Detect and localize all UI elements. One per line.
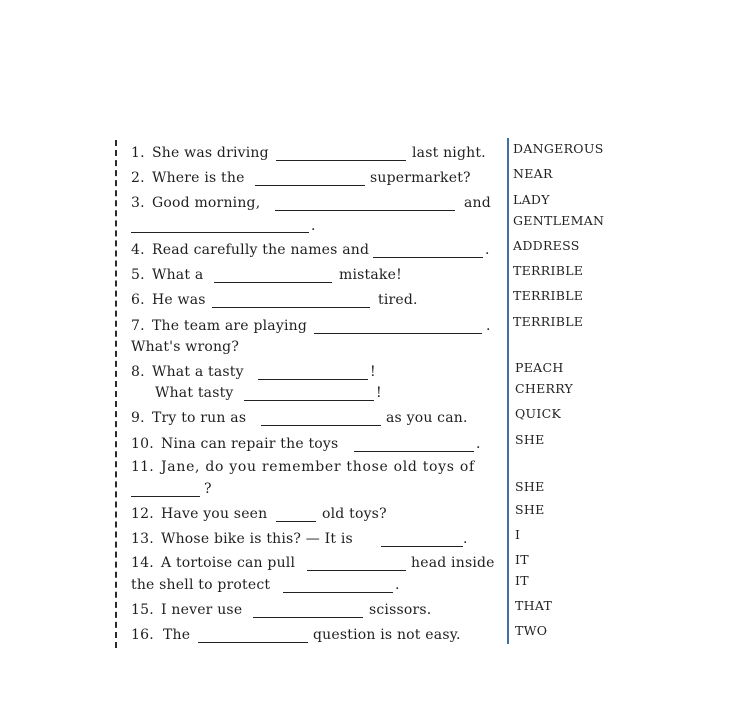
word-bank-item: SHE	[515, 432, 545, 447]
sentence-text: Whose bike is this? — It is	[161, 531, 353, 547]
word-bank-item: QUICK	[515, 406, 562, 421]
word-bank-item: GENTLEMAN	[513, 213, 605, 228]
sentence-text: A tortoise can pull	[161, 555, 296, 571]
sentence-text: !	[376, 385, 382, 401]
sentence-text: ?	[204, 481, 212, 497]
item-number: 7.	[131, 318, 145, 334]
answer-blank[interactable]	[276, 160, 406, 161]
answer-blank[interactable]	[214, 282, 332, 283]
sentence-text: Good morning,	[152, 195, 261, 211]
word-bank-item: LADY	[513, 192, 550, 207]
sentence-text: Where is the	[152, 170, 245, 186]
sentence-text: question is not easy.	[313, 627, 461, 643]
word-bank-item: NEAR	[513, 166, 553, 181]
item-number: 11.	[131, 459, 154, 475]
sentence-text: as you can.	[386, 410, 468, 426]
answer-blank[interactable]	[253, 617, 363, 618]
word-bank-item: TERRIBLE	[513, 314, 584, 329]
column-divider	[507, 138, 509, 644]
sentence-text: tired.	[378, 292, 418, 308]
item-number: 8.	[131, 364, 145, 380]
answer-blank[interactable]	[314, 333, 482, 334]
sentence-text: The team are playing	[152, 318, 307, 334]
sentence-text: .	[485, 242, 490, 258]
sentence-text: scissors.	[369, 602, 432, 618]
item-number: 3.	[131, 195, 145, 211]
item-number: 2.	[131, 170, 145, 186]
sentence-text: He was	[152, 292, 206, 308]
sentence-text: Try to run as	[152, 410, 247, 426]
sentence-text: !	[370, 364, 376, 380]
item-number: 4.	[131, 242, 145, 258]
item-number: 1.	[131, 145, 145, 161]
sentence-text: .	[311, 218, 316, 234]
sentence-text: last night.	[412, 145, 486, 161]
item-number: 10.	[131, 436, 154, 452]
item-number: 12.	[131, 506, 154, 522]
sentence-text: mistake!	[339, 267, 402, 283]
answer-blank[interactable]	[307, 570, 406, 571]
answer-blank[interactable]	[244, 400, 374, 401]
answer-blank[interactable]	[276, 521, 316, 522]
word-bank-item: DANGEROUS	[513, 141, 604, 156]
word-bank-item: CHERRY	[515, 381, 574, 396]
item-number: 9.	[131, 410, 145, 426]
sentence-text: the shell to protect	[131, 577, 271, 593]
sentence-text: and	[464, 195, 491, 211]
sentence-text: .	[395, 577, 400, 593]
sentence-text: supermarket?	[370, 170, 471, 186]
word-bank-item: TWO	[515, 623, 548, 638]
word-bank-item: IT	[515, 573, 529, 588]
sentence-text: .	[486, 318, 491, 334]
answer-blank[interactable]	[212, 307, 370, 308]
sentence-text: What tasty	[155, 385, 234, 401]
answer-blank[interactable]	[198, 642, 308, 643]
sentence-text: I never use	[161, 602, 243, 618]
word-bank-item: SHE	[515, 479, 545, 494]
item-number: 13.	[131, 531, 154, 547]
sentence-text: Have you seen	[161, 506, 268, 522]
answer-blank[interactable]	[258, 379, 368, 380]
sentence-text: What's wrong?	[131, 339, 240, 355]
word-bank-item: PEACH	[515, 360, 564, 375]
answer-blank[interactable]	[261, 425, 381, 426]
item-number: 15.	[131, 602, 154, 618]
sentence-text: head inside	[411, 555, 495, 571]
word-bank-item: IT	[515, 552, 529, 567]
sentence-text: .	[463, 531, 468, 547]
sentence-text: The	[163, 627, 191, 643]
word-bank-item: THAT	[515, 598, 553, 613]
word-bank-item: TERRIBLE	[513, 263, 584, 278]
sentence-text: She was driving	[152, 145, 269, 161]
word-bank-item: I	[515, 527, 521, 542]
item-number: 5.	[131, 267, 145, 283]
word-bank-item: SHE	[515, 502, 545, 517]
answer-blank[interactable]	[381, 546, 463, 547]
answer-blank[interactable]	[283, 592, 393, 593]
sentence-text: What a	[152, 267, 204, 283]
sentence-text: old toys?	[322, 506, 387, 522]
word-bank-item: ADDRESS	[513, 238, 580, 253]
sentence-text: Read carefully the names and	[152, 242, 370, 258]
sentence-text: .	[476, 436, 481, 452]
item-number: 16.	[131, 627, 154, 643]
answer-blank[interactable]	[275, 210, 455, 211]
word-bank-item: TERRIBLE	[513, 288, 584, 303]
answer-blank[interactable]	[131, 232, 309, 233]
sentence-text: What a tasty	[152, 364, 244, 380]
item-number: 6.	[131, 292, 145, 308]
answer-blank[interactable]	[255, 185, 365, 186]
answer-blank[interactable]	[354, 451, 474, 452]
answer-blank[interactable]	[131, 496, 200, 497]
sentence-text: Nina can repair the toys	[161, 436, 339, 452]
sentence-text: Jane, do you remember those old toys of	[161, 459, 475, 475]
answer-blank[interactable]	[373, 257, 483, 258]
item-number: 14.	[131, 555, 154, 571]
cut-line	[115, 140, 117, 648]
